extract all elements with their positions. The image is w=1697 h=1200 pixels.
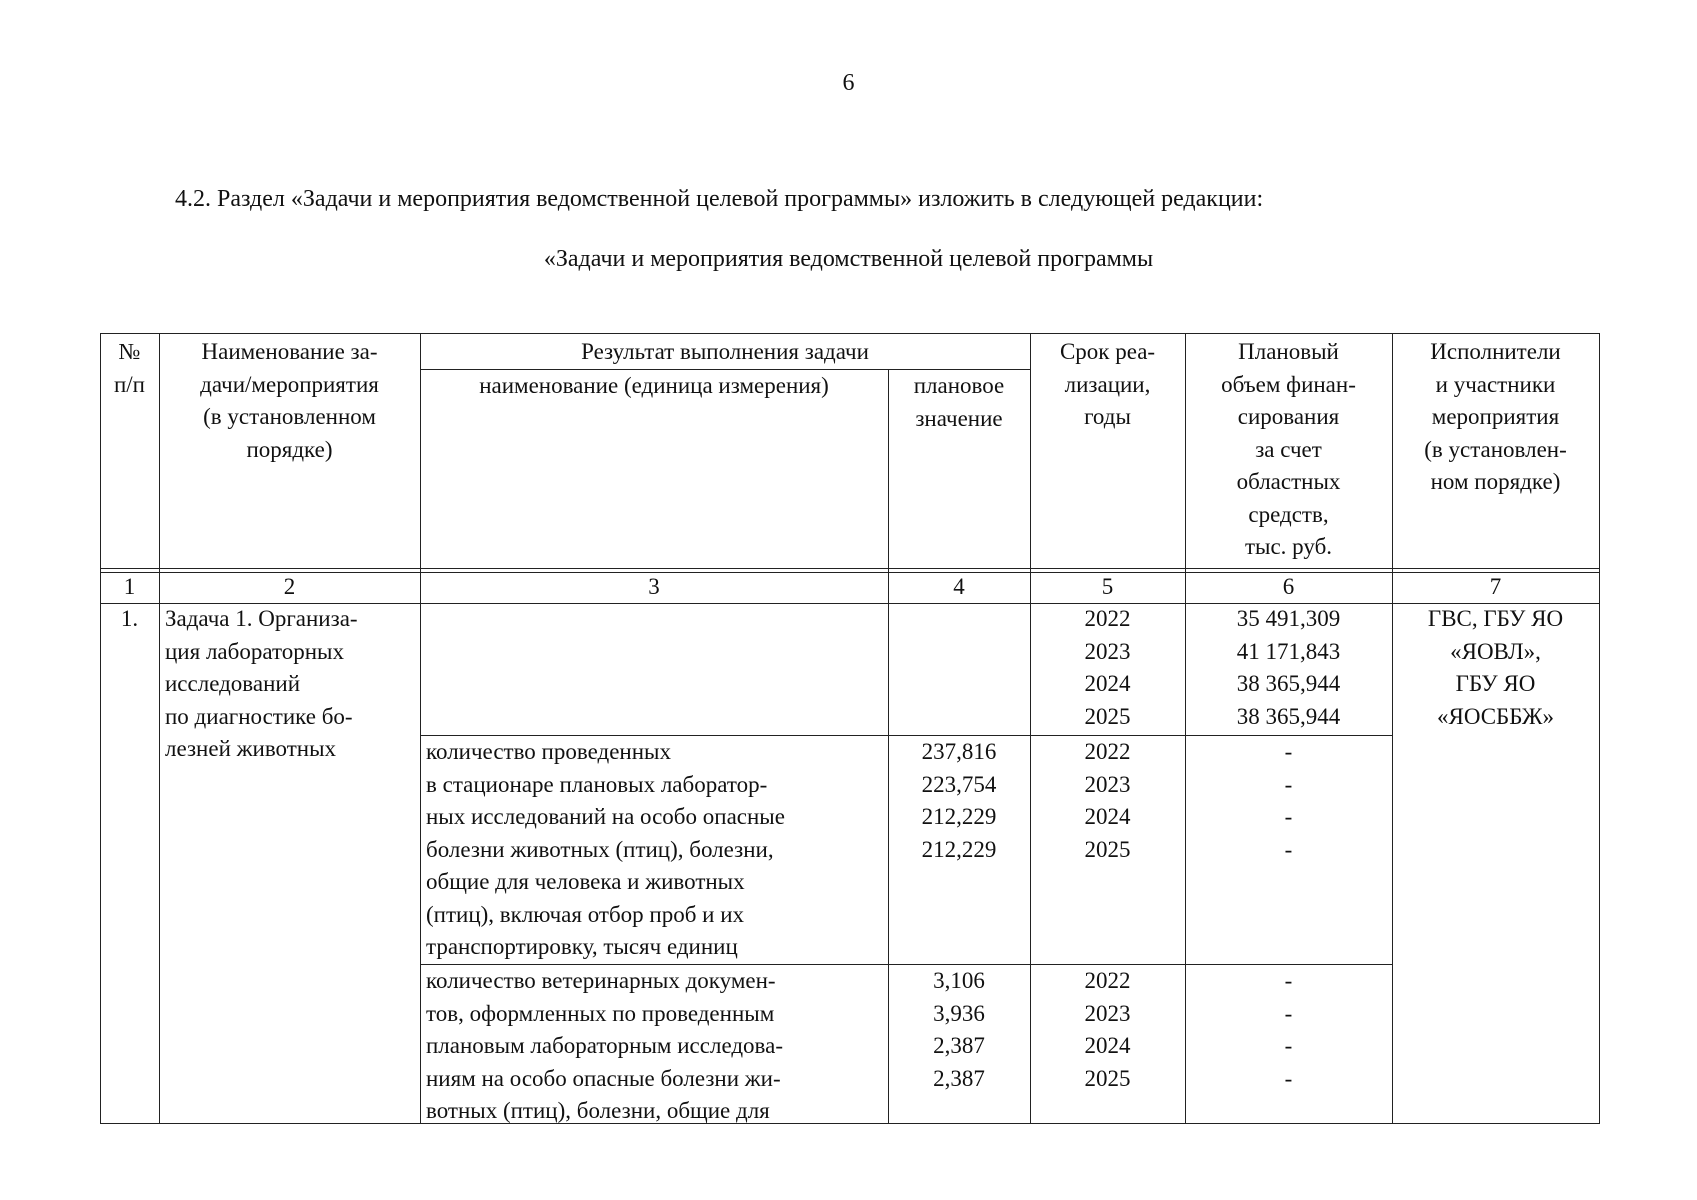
result-1-values: 237,816 223,754 212,229 212,229 [921, 739, 997, 862]
colnum-5: 5 [1101, 574, 1114, 599]
task-years: 2022 2023 2024 2025 [1084, 606, 1131, 729]
colnum-7: 7 [1489, 574, 1502, 599]
colnum-1: 1 [123, 574, 136, 599]
task-funding: 35 491,309 41 171,843 38 365,944 38 365,944 [1236, 606, 1341, 729]
header-funding: Плановый объем финан- сирования за счет областных средств, тыс. руб. [1221, 339, 1356, 559]
task-executors: ГВС, ГБУ ЯО «ЯОВЛ», ГБУ ЯО «ЯОСББЖ» [1427, 606, 1564, 729]
colnum-3: 3 [648, 574, 660, 599]
header-num: № п/п [113, 339, 145, 397]
table-title: «Задачи и мероприятия ведомственной целевой программы [543, 246, 1154, 272]
result-1-name: количество проведенных в стационаре плановых лаборатор- ных исследований на особо опасные болезни животных (птиц), болезни, общие для человека и животных (птиц), включая отбор проб и их транспортировку, тысяч единиц [426, 739, 785, 959]
header-plan-value: плановое значение [913, 373, 1005, 431]
task-number: 1. [120, 606, 139, 631]
task-name: Задача 1. Организа- ция лабораторных исследований по диагностике бо- лезней животных [165, 606, 358, 761]
result-2-values: 3,106 3,936 2,387 2,387 [933, 968, 985, 1091]
result-1-years: 2022 2023 2024 2025 [1084, 739, 1131, 862]
page-number: 6 [842, 70, 855, 96]
col-border-left [100, 333, 101, 1123]
intro-paragraph: 4.2. Раздел «Задачи и мероприятия ведомственной целевой программы» изложить в следующей редакции: [175, 186, 1264, 212]
col-border-right [1599, 333, 1600, 1123]
header-result-group: Результат выполнения задачи [581, 339, 869, 364]
header-period: Срок реа- лизации, годы [1059, 339, 1156, 429]
result-2-funding: - - - - [1284, 968, 1293, 1091]
result-2-name: количество ветеринарных докумен- тов, оформленных по проведенным плановым лабораторным исследова- ниям на особо опасные болезни жи- вотных (птиц), болезни, общие для [426, 968, 783, 1123]
table-top-border [100, 333, 1600, 334]
colnum-6: 6 [1282, 574, 1295, 599]
colnum-2: 2 [283, 574, 296, 599]
header-executors: Исполнители и участники мероприятия (в установлен- ном порядке) [1424, 339, 1567, 494]
result-1-funding: - - - - [1284, 739, 1293, 862]
header-bottom-border [100, 568, 1600, 569]
header-task-name: Наименование за- дачи/мероприятия (в установленном порядке) [200, 339, 379, 462]
colnum-4: 4 [953, 574, 965, 599]
result-2-years: 2022 2023 2024 2025 [1084, 968, 1131, 1091]
header-result-name: наименование (единица измерения) [479, 373, 829, 398]
